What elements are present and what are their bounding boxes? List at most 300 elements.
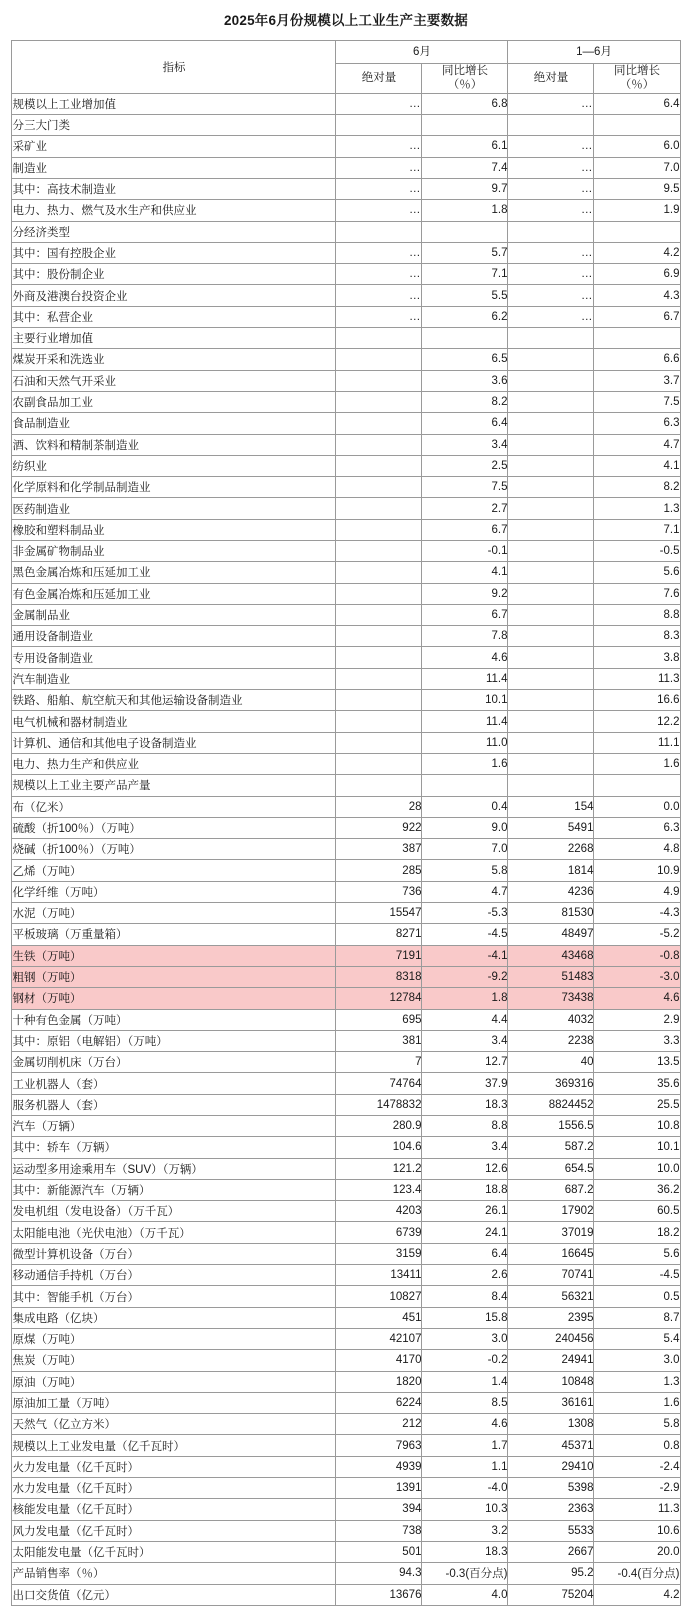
- cell-month-yoy: 4.0: [422, 1584, 508, 1605]
- cell-cumulative-yoy: 36.2: [594, 1179, 680, 1200]
- row-label: 汽车制造业: [12, 668, 336, 689]
- row-label: 农副食品加工业: [12, 391, 336, 412]
- cell-month-yoy: 8.8: [422, 1116, 508, 1137]
- cell-month-absolute: [336, 477, 422, 498]
- cell-cumulative-yoy: 6.4: [594, 93, 680, 114]
- cell-month-yoy: 1.1: [422, 1456, 508, 1477]
- row-label: 十种有色金属（万吨）: [12, 1009, 336, 1030]
- cell-month-yoy: 6.7: [422, 604, 508, 625]
- table-row: [12, 242, 680, 263]
- table-row: [12, 1414, 680, 1435]
- cell-cumulative-absolute: 1556.5: [508, 1116, 594, 1137]
- cell-cumulative-absolute: [508, 626, 594, 647]
- cell-cumulative-yoy: 7.6: [594, 583, 680, 604]
- cell-month-absolute: 280.9: [336, 1116, 422, 1137]
- cell-cumulative-yoy: 4.8: [594, 839, 680, 860]
- cell-cumulative-absolute: 2238: [508, 1030, 594, 1051]
- cell-month-yoy: 3.6: [422, 370, 508, 391]
- table-row: [12, 1307, 680, 1328]
- table-row: [12, 349, 680, 370]
- cell-cumulative-yoy: 10.0: [594, 1158, 680, 1179]
- cell-cumulative-absolute: 5491: [508, 817, 594, 838]
- cell-cumulative-yoy: 7.5: [594, 391, 680, 412]
- cell-month-yoy: 4.4: [422, 1009, 508, 1030]
- row-label: 烧碱（折100％）（万吨）: [12, 839, 336, 860]
- cell-month-yoy: 6.1: [422, 136, 508, 157]
- cell-cumulative-yoy: 6.6: [594, 349, 680, 370]
- cell-month-absolute: 28: [336, 796, 422, 817]
- cell-month-absolute: 6224: [336, 1392, 422, 1413]
- cell-month-yoy: 7.1: [422, 264, 508, 285]
- cell-month-absolute: 7963: [336, 1435, 422, 1456]
- cell-cumulative-absolute: [508, 583, 594, 604]
- cell-month-yoy: 3.2: [422, 1520, 508, 1541]
- cell-month-yoy: 1.7: [422, 1435, 508, 1456]
- cell-cumulative-absolute: 29410: [508, 1456, 594, 1477]
- cell-month-absolute: [336, 668, 422, 689]
- cell-month-absolute: …: [336, 285, 422, 306]
- cell-month-yoy: 18.8: [422, 1179, 508, 1200]
- row-label: 移动通信手持机（万台）: [12, 1265, 336, 1286]
- row-label: 石油和天然气开采业: [12, 370, 336, 391]
- cell-cumulative-yoy: 25.5: [594, 1094, 680, 1115]
- cell-month-absolute: 94.3: [336, 1563, 422, 1584]
- cell-month-absolute: [336, 711, 422, 732]
- table-row: [12, 1478, 680, 1499]
- cell-month-absolute: 15547: [336, 903, 422, 924]
- cell-month-absolute: 123.4: [336, 1179, 422, 1200]
- table-row: [12, 604, 680, 625]
- row-label: 布（亿米）: [12, 796, 336, 817]
- cell-month-absolute: [336, 413, 422, 434]
- cell-month-absolute: 8318: [336, 966, 422, 987]
- cell-cumulative-absolute: 45371: [508, 1435, 594, 1456]
- cell-month-yoy: 9.2: [422, 583, 508, 604]
- row-label: 其中：新能源汽车（万辆）: [12, 1179, 336, 1200]
- table-row: [12, 860, 680, 881]
- column-header-yoy-month: [422, 64, 508, 94]
- row-label: 集成电路（亿块）: [12, 1307, 336, 1328]
- cell-cumulative-absolute: [508, 668, 594, 689]
- cell-cumulative-absolute: [508, 434, 594, 455]
- cell-cumulative-yoy: -4.3: [594, 903, 680, 924]
- row-label: 通用设备制造业: [12, 626, 336, 647]
- cell-cumulative-yoy: 1.3: [594, 498, 680, 519]
- cell-cumulative-absolute: 95.2: [508, 1563, 594, 1584]
- cell-cumulative-yoy: 10.8: [594, 1116, 680, 1137]
- cell-month-absolute: 74764: [336, 1073, 422, 1094]
- cell-cumulative-yoy: 1.3: [594, 1371, 680, 1392]
- table-row: [12, 1328, 680, 1349]
- table-row: [12, 711, 680, 732]
- cell-month-yoy: 4.6: [422, 647, 508, 668]
- table-row: [12, 1584, 680, 1605]
- table-body: [12, 93, 680, 1605]
- cell-cumulative-absolute: [508, 370, 594, 391]
- table-row: [12, 285, 680, 306]
- cell-month-yoy: -0.1: [422, 540, 508, 561]
- cell-cumulative-yoy: 8.3: [594, 626, 680, 647]
- column-header-yoy-cumulative: [594, 64, 680, 94]
- cell-month-yoy: 3.4: [422, 434, 508, 455]
- cell-month-absolute: 736: [336, 881, 422, 902]
- row-label: 规模以上工业增加值: [12, 93, 336, 114]
- cell-cumulative-yoy: -2.4: [594, 1456, 680, 1477]
- cell-cumulative-yoy: 0.0: [594, 796, 680, 817]
- cell-cumulative-yoy: 4.7: [594, 434, 680, 455]
- cell-cumulative-yoy: 11.1: [594, 732, 680, 753]
- cell-cumulative-yoy: 8.7: [594, 1307, 680, 1328]
- row-label: 出口交货值（亿元）: [12, 1584, 336, 1605]
- table-row: [12, 562, 680, 583]
- row-label: 金属制品业: [12, 604, 336, 625]
- column-header-group-month: 6月: [336, 41, 508, 64]
- cell-cumulative-absolute: [508, 519, 594, 540]
- row-label: 化学纤维（万吨）: [12, 881, 336, 902]
- cell-cumulative-yoy: 11.3: [594, 668, 680, 689]
- table-row: [12, 1052, 680, 1073]
- table-row: [12, 328, 680, 349]
- row-label: 原油加工量（万吨）: [12, 1392, 336, 1413]
- row-label: 规模以上工业主要产品产量: [12, 775, 336, 796]
- cell-cumulative-yoy: 1.9: [594, 200, 680, 221]
- cell-month-yoy: -0.2: [422, 1350, 508, 1371]
- cell-cumulative-absolute: …: [508, 264, 594, 285]
- cell-cumulative-absolute: 51483: [508, 966, 594, 987]
- cell-cumulative-absolute: 8824452: [508, 1094, 594, 1115]
- cell-month-absolute: [336, 370, 422, 391]
- cell-cumulative-absolute: 654.5: [508, 1158, 594, 1179]
- row-label: 工业机器人（套）: [12, 1073, 336, 1094]
- cell-cumulative-absolute: 81530: [508, 903, 594, 924]
- row-label: 水力发电量（亿千瓦时）: [12, 1478, 336, 1499]
- cell-month-absolute: 6739: [336, 1222, 422, 1243]
- cell-cumulative-absolute: [508, 349, 594, 370]
- cell-cumulative-yoy: 9.5: [594, 178, 680, 199]
- cell-cumulative-absolute: …: [508, 306, 594, 327]
- cell-month-yoy: 11.0: [422, 732, 508, 753]
- cell-month-yoy: 7.4: [422, 157, 508, 178]
- cell-cumulative-absolute: 154: [508, 796, 594, 817]
- table-row: [12, 477, 680, 498]
- cell-cumulative-yoy: [594, 115, 680, 136]
- cell-month-yoy: 24.1: [422, 1222, 508, 1243]
- cell-month-yoy: 1.4: [422, 1371, 508, 1392]
- cell-cumulative-absolute: [508, 562, 594, 583]
- table-row: [12, 1541, 680, 1562]
- table-row: [12, 583, 680, 604]
- cell-month-yoy: 1.6: [422, 753, 508, 774]
- row-label: 橡胶和塑料制品业: [12, 519, 336, 540]
- cell-month-yoy: 3.0: [422, 1328, 508, 1349]
- cell-cumulative-yoy: -0.5: [594, 540, 680, 561]
- cell-month-absolute: 4203: [336, 1201, 422, 1222]
- cell-cumulative-yoy: 8.2: [594, 477, 680, 498]
- cell-month-yoy: 15.8: [422, 1307, 508, 1328]
- cell-month-yoy: 0.4: [422, 796, 508, 817]
- row-label: 金属切削机床（万台）: [12, 1052, 336, 1073]
- cell-cumulative-yoy: 7.0: [594, 157, 680, 178]
- table-row: [12, 732, 680, 753]
- table-row: [12, 796, 680, 817]
- cell-month-yoy: 8.5: [422, 1392, 508, 1413]
- row-label: 分经济类型: [12, 221, 336, 242]
- cell-cumulative-absolute: [508, 477, 594, 498]
- cell-month-absolute: 1820: [336, 1371, 422, 1392]
- cell-cumulative-yoy: 20.0: [594, 1541, 680, 1562]
- row-label: 钢材（万吨）: [12, 988, 336, 1009]
- cell-cumulative-yoy: 1.6: [594, 753, 680, 774]
- table-row: [12, 1499, 680, 1520]
- row-label: 电力、热力、燃气及水生产和供应业: [12, 200, 336, 221]
- cell-cumulative-yoy: 6.7: [594, 306, 680, 327]
- cell-month-absolute: [336, 519, 422, 540]
- cell-month-absolute: [336, 732, 422, 753]
- table-row: [12, 988, 680, 1009]
- row-label: 天然气（亿立方米）: [12, 1414, 336, 1435]
- cell-month-yoy: 26.1: [422, 1201, 508, 1222]
- cell-cumulative-absolute: 2363: [508, 1499, 594, 1520]
- cell-cumulative-yoy: 3.3: [594, 1030, 680, 1051]
- row-label: 食品制造业: [12, 413, 336, 434]
- cell-month-absolute: …: [336, 93, 422, 114]
- table-row: [12, 306, 680, 327]
- cell-cumulative-absolute: 70741: [508, 1265, 594, 1286]
- table-row: [12, 413, 680, 434]
- table-row: [12, 1286, 680, 1307]
- cell-cumulative-absolute: 43468: [508, 945, 594, 966]
- yoy-label-line2: （％）: [447, 79, 483, 92]
- cell-month-yoy: 7.8: [422, 626, 508, 647]
- cell-month-absolute: 7: [336, 1052, 422, 1073]
- cell-cumulative-absolute: …: [508, 200, 594, 221]
- table-row: [12, 136, 680, 157]
- row-label: 原煤（万吨）: [12, 1328, 336, 1349]
- cell-cumulative-absolute: 1308: [508, 1414, 594, 1435]
- cell-month-absolute: 8271: [336, 924, 422, 945]
- cell-month-absolute: 4170: [336, 1350, 422, 1371]
- row-label: 太阳能发电量（亿千瓦时）: [12, 1541, 336, 1562]
- cell-month-yoy: 2.5: [422, 455, 508, 476]
- cell-month-absolute: …: [336, 306, 422, 327]
- cell-cumulative-absolute: 587.2: [508, 1137, 594, 1158]
- table-row: [12, 1243, 680, 1264]
- table-row: [12, 1392, 680, 1413]
- table-row: [12, 966, 680, 987]
- cell-cumulative-yoy: -0.4(百分点): [594, 1563, 680, 1584]
- table-row: [12, 903, 680, 924]
- row-label: 其中：私营企业: [12, 306, 336, 327]
- cell-month-yoy: [422, 221, 508, 242]
- cell-month-yoy: 18.3: [422, 1094, 508, 1115]
- cell-cumulative-yoy: -3.0: [594, 966, 680, 987]
- table-row: [12, 391, 680, 412]
- table-row: [12, 1158, 680, 1179]
- cell-cumulative-absolute: [508, 753, 594, 774]
- column-header-indicator: 指标: [12, 41, 336, 94]
- row-label: 太阳能电池（光伏电池）（万千瓦）: [12, 1222, 336, 1243]
- row-label: 发电机组（发电设备）（万千瓦）: [12, 1201, 336, 1222]
- row-label: 其中：股份制企业: [12, 264, 336, 285]
- cell-cumulative-absolute: [508, 413, 594, 434]
- row-label: 其中：原铝（电解铝）（万吨）: [12, 1030, 336, 1051]
- row-label: 化学原料和化学制品制造业: [12, 477, 336, 498]
- table-row: [12, 1563, 680, 1584]
- row-label: 其中：国有控股企业: [12, 242, 336, 263]
- cell-month-yoy: 6.8: [422, 93, 508, 114]
- cell-cumulative-absolute: 24941: [508, 1350, 594, 1371]
- row-label: 核能发电量（亿千瓦时）: [12, 1499, 336, 1520]
- cell-cumulative-yoy: 4.2: [594, 1584, 680, 1605]
- cell-month-absolute: 501: [336, 1541, 422, 1562]
- cell-month-absolute: [336, 647, 422, 668]
- cell-month-yoy: 6.4: [422, 1243, 508, 1264]
- yoy-label-line2: （％）: [619, 79, 655, 92]
- cell-cumulative-yoy: 8.8: [594, 604, 680, 625]
- cell-cumulative-yoy: 7.1: [594, 519, 680, 540]
- cell-month-yoy: 18.3: [422, 1541, 508, 1562]
- cell-month-yoy: 8.4: [422, 1286, 508, 1307]
- column-header-group-cumulative: 1—6月: [508, 41, 680, 64]
- cell-cumulative-yoy: -2.9: [594, 1478, 680, 1499]
- cell-month-yoy: 4.6: [422, 1414, 508, 1435]
- table-row: [12, 647, 680, 668]
- cell-month-absolute: [336, 604, 422, 625]
- cell-cumulative-yoy: 3.0: [594, 1350, 680, 1371]
- cell-month-absolute: 7191: [336, 945, 422, 966]
- cell-month-yoy: -9.2: [422, 966, 508, 987]
- cell-month-absolute: [336, 349, 422, 370]
- cell-cumulative-yoy: 18.2: [594, 1222, 680, 1243]
- cell-month-yoy: 7.0: [422, 839, 508, 860]
- table-row: [12, 115, 680, 136]
- row-label: 平板玻璃（万重量箱）: [12, 924, 336, 945]
- cell-cumulative-absolute: …: [508, 285, 594, 306]
- row-label: 粗钢（万吨）: [12, 966, 336, 987]
- cell-month-yoy: 10.1: [422, 690, 508, 711]
- row-label: 纺织业: [12, 455, 336, 476]
- row-label: 生铁（万吨）: [12, 945, 336, 966]
- table-row: [12, 178, 680, 199]
- cell-month-yoy: 1.8: [422, 200, 508, 221]
- cell-month-absolute: 13676: [336, 1584, 422, 1605]
- table-row: [12, 434, 680, 455]
- cell-cumulative-yoy: 4.2: [594, 242, 680, 263]
- cell-month-yoy: 8.2: [422, 391, 508, 412]
- cell-cumulative-yoy: 6.9: [594, 264, 680, 285]
- cell-cumulative-yoy: 5.8: [594, 1414, 680, 1435]
- cell-month-absolute: [336, 115, 422, 136]
- cell-cumulative-yoy: 11.3: [594, 1499, 680, 1520]
- cell-month-yoy: [422, 115, 508, 136]
- table-row: [12, 221, 680, 242]
- cell-cumulative-absolute: 369316: [508, 1073, 594, 1094]
- cell-cumulative-absolute: 10848: [508, 1371, 594, 1392]
- cell-month-absolute: 285: [336, 860, 422, 881]
- cell-cumulative-yoy: [594, 328, 680, 349]
- cell-month-absolute: [336, 753, 422, 774]
- cell-cumulative-absolute: 4236: [508, 881, 594, 902]
- row-label: 酒、饮料和精制茶制造业: [12, 434, 336, 455]
- table-row: [12, 157, 680, 178]
- yoy-label-line1: 同比增长: [441, 65, 488, 77]
- row-label: 煤炭开采和洗选业: [12, 349, 336, 370]
- row-label: 医药制造业: [12, 498, 336, 519]
- cell-month-yoy: 6.4: [422, 413, 508, 434]
- cell-cumulative-absolute: [508, 732, 594, 753]
- cell-cumulative-absolute: [508, 604, 594, 625]
- table-row: [12, 1222, 680, 1243]
- cell-month-absolute: …: [336, 157, 422, 178]
- cell-cumulative-absolute: [508, 328, 594, 349]
- table-row: [12, 1030, 680, 1051]
- cell-month-absolute: …: [336, 136, 422, 157]
- cell-month-absolute: [336, 328, 422, 349]
- row-label: 专用设备制造业: [12, 647, 336, 668]
- table-row: [12, 519, 680, 540]
- row-label: 服务机器人（套）: [12, 1094, 336, 1115]
- table-row: [12, 1435, 680, 1456]
- cell-cumulative-absolute: [508, 455, 594, 476]
- table-row: [12, 1179, 680, 1200]
- table-row: [12, 668, 680, 689]
- cell-cumulative-yoy: 6.3: [594, 413, 680, 434]
- table-row: [12, 626, 680, 647]
- row-label: 主要行业增加值: [12, 328, 336, 349]
- cell-cumulative-absolute: …: [508, 242, 594, 263]
- cell-cumulative-absolute: [508, 647, 594, 668]
- cell-month-absolute: 451: [336, 1307, 422, 1328]
- cell-cumulative-absolute: …: [508, 93, 594, 114]
- cell-cumulative-absolute: [508, 711, 594, 732]
- table-row: [12, 817, 680, 838]
- cell-cumulative-absolute: [508, 115, 594, 136]
- row-label: 外商及港澳台投资企业: [12, 285, 336, 306]
- cell-cumulative-absolute: 2268: [508, 839, 594, 860]
- cell-month-yoy: 12.6: [422, 1158, 508, 1179]
- cell-cumulative-absolute: 240456: [508, 1328, 594, 1349]
- cell-month-absolute: [336, 540, 422, 561]
- cell-cumulative-yoy: -0.8: [594, 945, 680, 966]
- cell-month-yoy: 9.7: [422, 178, 508, 199]
- cell-cumulative-yoy: 60.5: [594, 1201, 680, 1222]
- cell-month-yoy: 9.0: [422, 817, 508, 838]
- table-row: [12, 1009, 680, 1030]
- cell-cumulative-yoy: 0.8: [594, 1435, 680, 1456]
- cell-month-absolute: 42107: [336, 1328, 422, 1349]
- cell-cumulative-yoy: -4.5: [594, 1265, 680, 1286]
- cell-cumulative-absolute: 37019: [508, 1222, 594, 1243]
- cell-cumulative-yoy: 35.6: [594, 1073, 680, 1094]
- cell-cumulative-yoy: 0.5: [594, 1286, 680, 1307]
- cell-month-absolute: 394: [336, 1499, 422, 1520]
- row-label: 硫酸（折100％）（万吨）: [12, 817, 336, 838]
- column-header-abs-month: 绝对量: [336, 64, 422, 94]
- row-label: 风力发电量（亿千瓦时）: [12, 1520, 336, 1541]
- cell-cumulative-absolute: [508, 391, 594, 412]
- cell-month-yoy: 3.4: [422, 1030, 508, 1051]
- cell-month-yoy: -5.3: [422, 903, 508, 924]
- cell-month-yoy: 1.8: [422, 988, 508, 1009]
- cell-cumulative-yoy: 10.9: [594, 860, 680, 881]
- table-row: [12, 753, 680, 774]
- yoy-label-line1: 同比增长: [613, 65, 660, 77]
- table-row: [12, 498, 680, 519]
- cell-cumulative-yoy: 1.6: [594, 1392, 680, 1413]
- cell-cumulative-absolute: 17902: [508, 1201, 594, 1222]
- table-row: [12, 1371, 680, 1392]
- row-label: 乙烯（万吨）: [12, 860, 336, 881]
